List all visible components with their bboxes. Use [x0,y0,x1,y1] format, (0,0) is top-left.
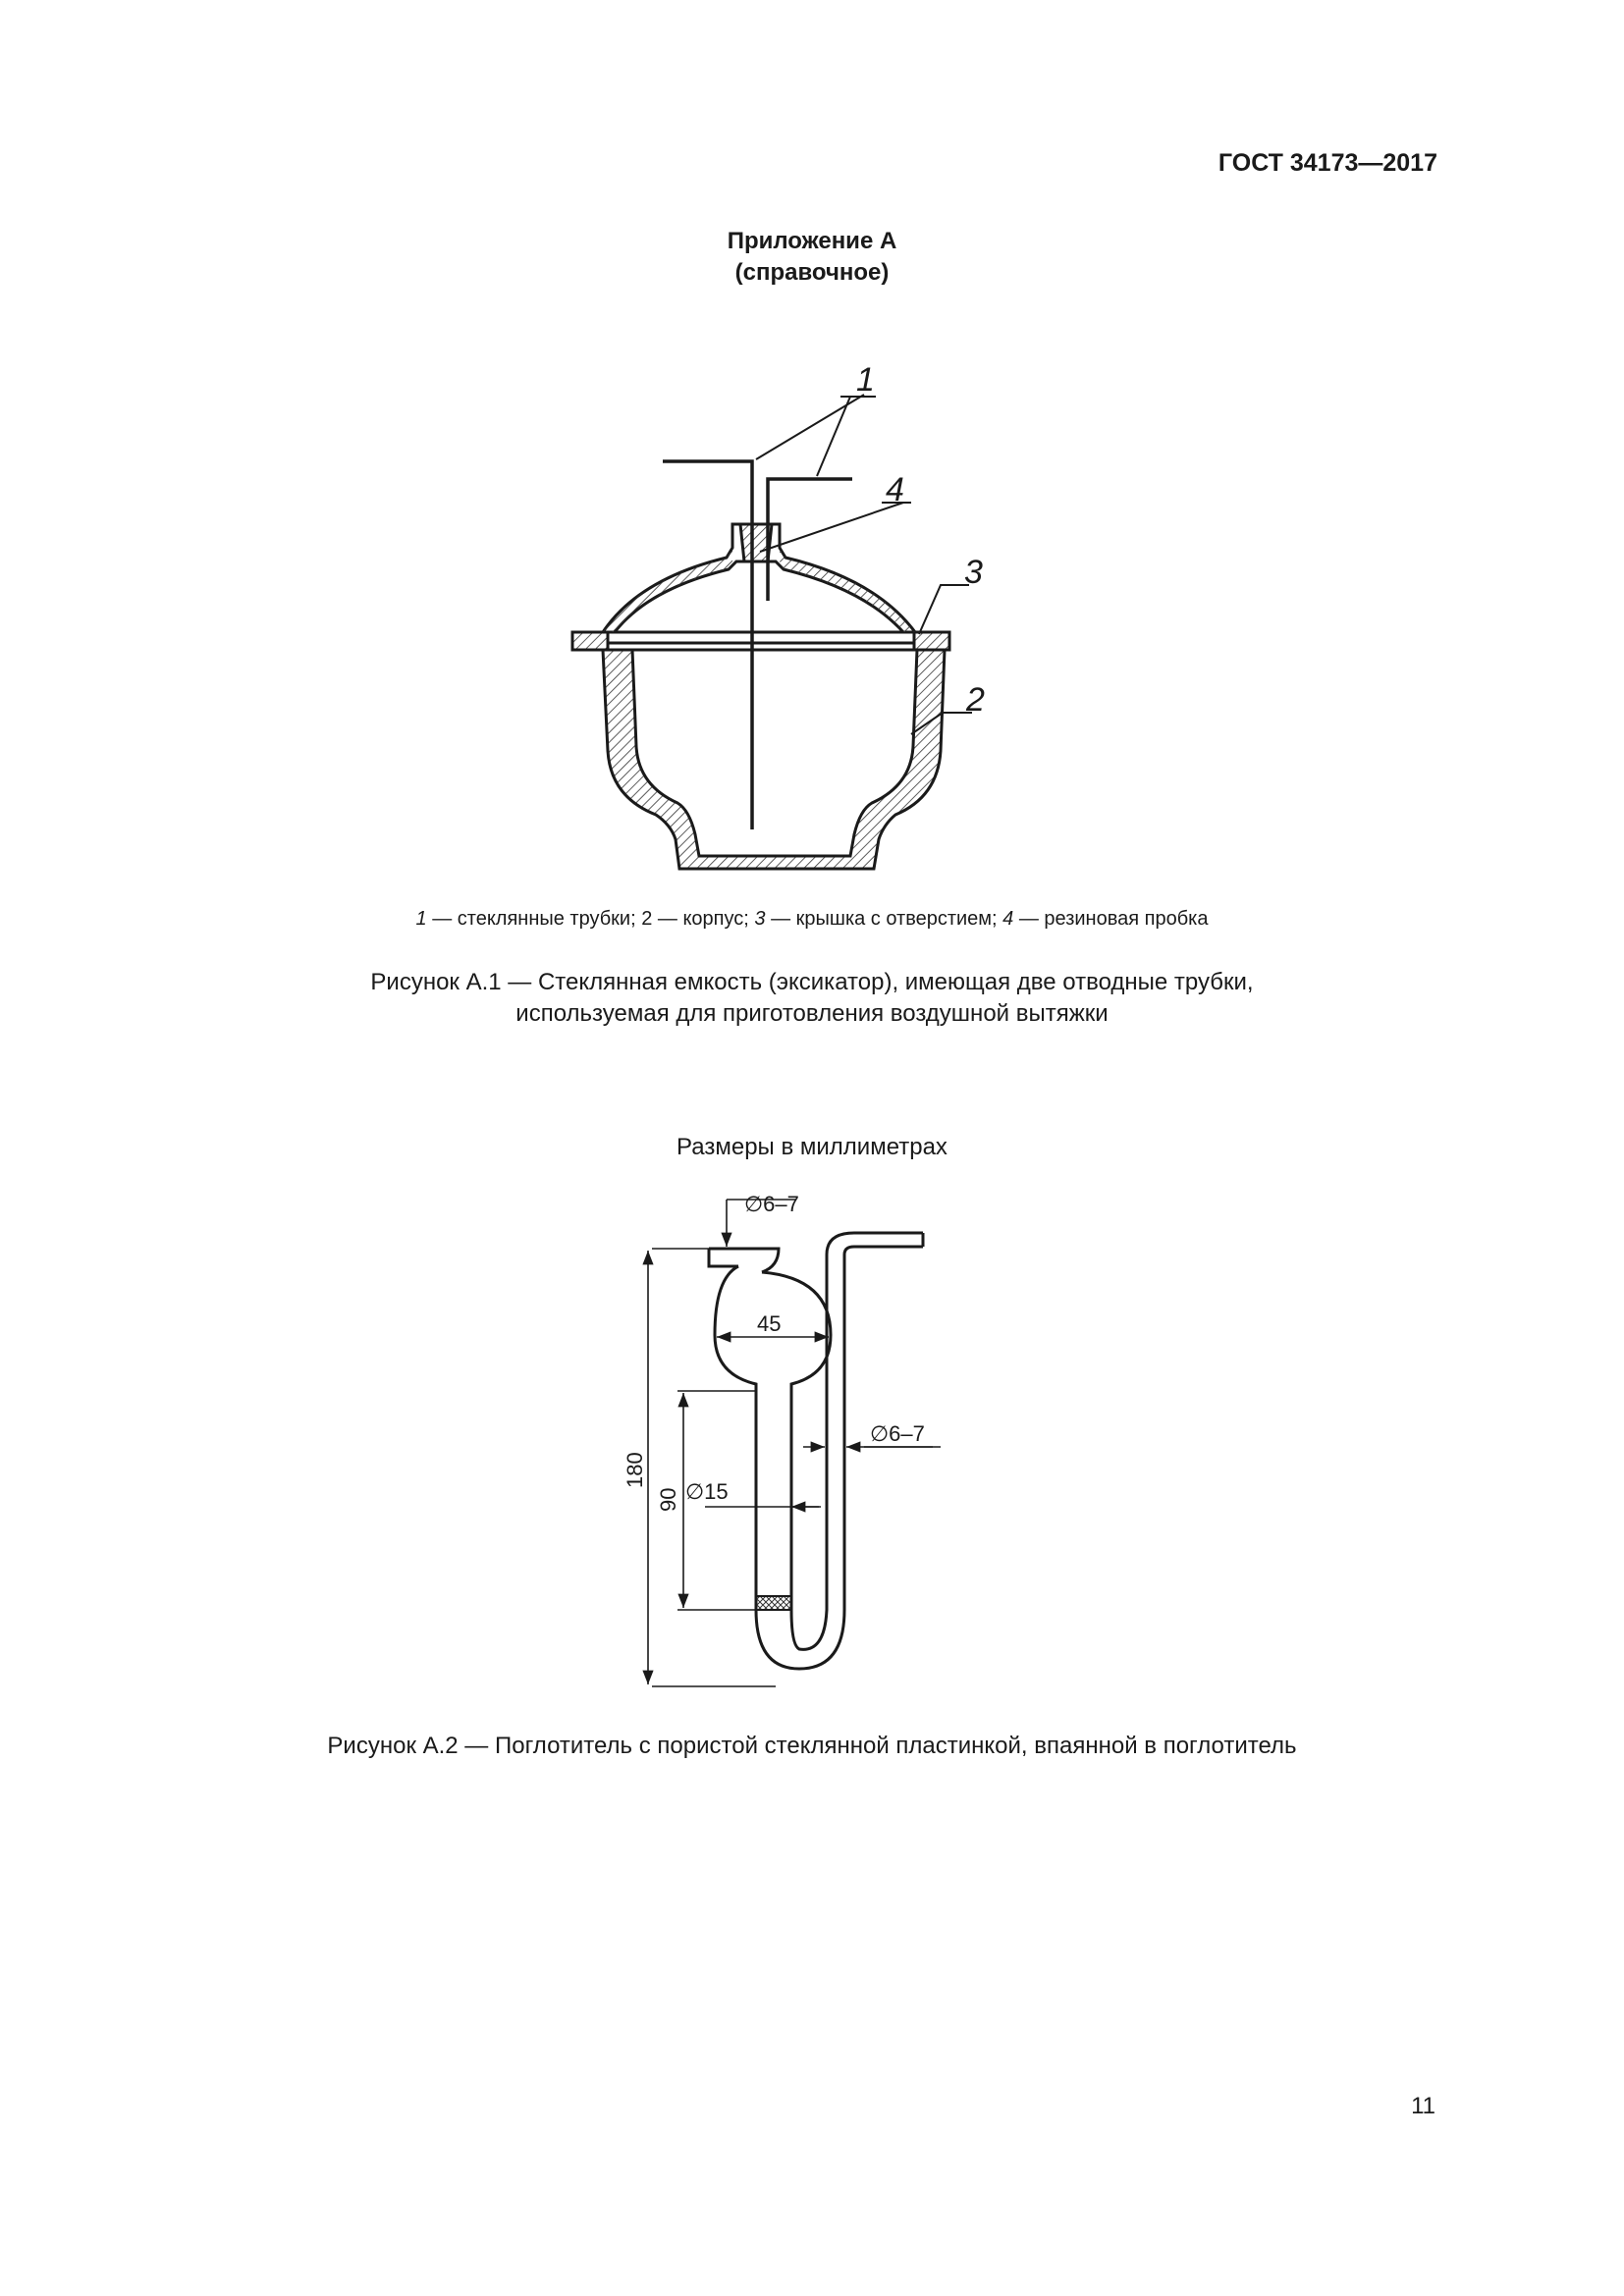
legend-num-2: 2 [641,908,653,930]
porous-plate [756,1596,791,1610]
legend-text-1: — стеклянные трубки; [426,908,642,930]
legend-num-1: 1 [415,908,427,930]
appendix-title: Приложение А [727,228,897,254]
dim-top-tube-diameter: ∅6–7 [744,1192,799,1216]
callout-1: 1 [856,361,875,399]
figure-a1-caption-line2: используемая для приготовления воздушной вытяжки [515,1000,1109,1027]
page-number: 11 [1411,2093,1435,2119]
legend-text-4: — резиновая пробка [1013,908,1209,930]
dim-stem-diameter: ∅15 [685,1479,729,1504]
absorber-outline [709,1233,923,1669]
figure-a1-caption-line1: Рисунок А.1 — Стеклянная емкость (эксикатор), имеющая две отводные трубки, [370,969,1254,995]
dim-bulb-diameter: 45 [757,1311,782,1336]
callout-4: 4 [886,471,904,508]
standard-header: ГОСТ 34173—2017 [1218,149,1437,177]
legend-num-3: 3 [754,908,766,930]
dim-side-tube-diameter: ∅6–7 [870,1421,925,1446]
appendix-subtitle: (справочное) [734,259,890,286]
legend-text-2: — корпус; [652,908,755,930]
dim-total-height: 180 [623,1452,647,1488]
legend-num-4: 4 [1002,908,1014,930]
figure-a2-caption: Рисунок А.2 — Поглотитель с пористой стеклянной пластинкой, впаянной в поглотитель [327,1733,1297,1759]
callout-3: 3 [964,554,983,591]
units-note: Размеры в миллиметрах [677,1134,947,1160]
callout-2: 2 [966,681,985,719]
legend-text-3: — крышка с отверстием; [765,908,1003,930]
dim-stem-height: 90 [656,1487,680,1512]
